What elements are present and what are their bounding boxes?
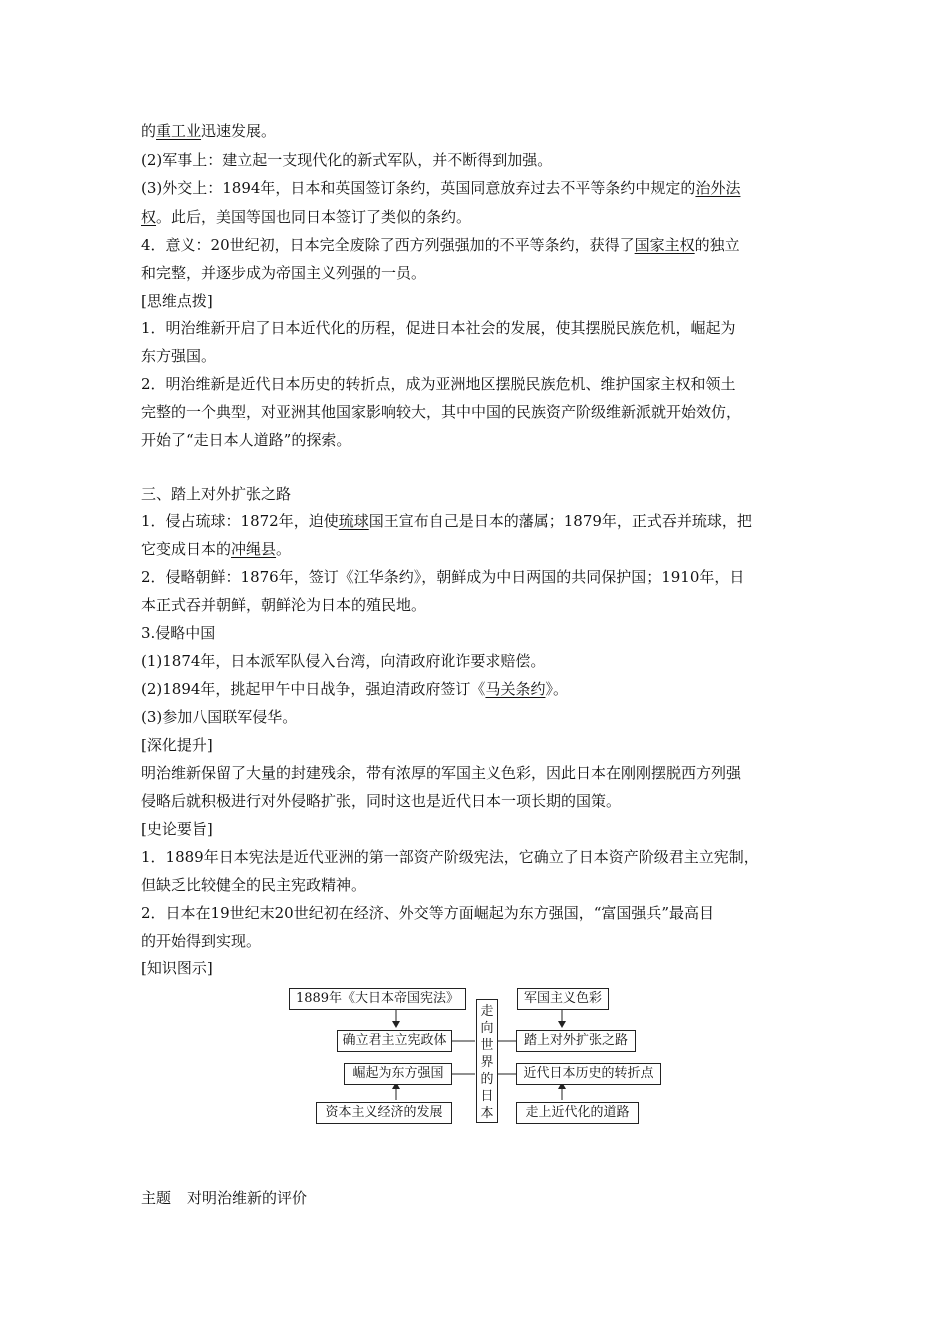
text-line: 2．日本在19世纪末20世纪初在经济、外交等方面崛起为东方强国，“富国强兵”最高目: [141, 904, 715, 922]
text-line: 本正式吞并朝鲜，朝鲜沦为日本的殖民地。: [141, 596, 427, 614]
key-term: 治外法: [695, 179, 741, 197]
text-line: (1)1874年，日本派军队侵入台湾，向清政府讹诈要求赔偿。: [141, 652, 546, 670]
text-line: 和完整，并逐步成为帝国主义列强的一员。: [141, 264, 427, 282]
key-term: 国家主权: [634, 236, 695, 254]
text-line: 东方强国。: [141, 347, 217, 365]
diagram-box-constitutional-monarchy: 确立君主立宪政体: [337, 1030, 452, 1052]
topic-heading: 主题 对明治维新的评价: [141, 1189, 308, 1207]
key-term: 马关条约: [485, 680, 546, 698]
key-term: 琉球: [338, 512, 369, 530]
text-line: (2)1894年，挑起甲午中日战争，强迫清政府签订《马关条约》。: [141, 680, 568, 698]
section-label: [史论要旨]: [141, 820, 213, 838]
text-line: (3)外交上：1894年，日本和英国签订条约，英国同意放弃过去不平等条约中规定的治外法: [141, 179, 741, 197]
text-line: 它变成日本的冲绳县。: [141, 540, 292, 558]
diagram-center-box: 走 向 世 界 的 日 本: [476, 999, 498, 1123]
text-line: 2．明治维新是近代日本历史的转折点，成为亚洲地区摆脱民族危机、维护国家主权和领土: [141, 375, 736, 393]
key-term: 权: [141, 208, 157, 226]
text-line: 但缺乏比较健全的民主宪政精神。: [141, 876, 367, 894]
text-line: 4．意义：20世纪初，日本完全废除了西方列强强加的不平等条约，获得了国家主权的独立: [141, 236, 740, 254]
knowledge-diagram: [287, 985, 665, 1125]
diagram-box-militarism: 军国主义色彩: [517, 988, 609, 1010]
text-line: 权。此后，美国等国也同日本签订了类似的条约。: [141, 208, 472, 226]
text-line: 的开始得到实现。: [141, 932, 262, 950]
diagram-box-eastern-power: 崛起为东方强国: [344, 1063, 452, 1085]
diagram-box-modernization: 走上近代化的道路: [516, 1102, 639, 1124]
text-line: 1．1889年日本宪法是近代亚洲的第一部资产阶级宪法，它确立了日本资产阶级君主立宪制，: [141, 848, 759, 866]
text-line: 侵略后就积极进行对外侵略扩张，同时这也是近代日本一项长期的国策。: [141, 792, 622, 810]
text-line: 开始了“走日本人道路”的探索。: [141, 431, 352, 449]
diagram-box-turning-point: 近代日本历史的转折点: [516, 1063, 661, 1085]
diagram-box-expansion: 踏上对外扩张之路: [516, 1030, 636, 1052]
section-label: [深化提升]: [141, 736, 213, 754]
diagram-box-capitalist-economy: 资本主义经济的发展: [316, 1102, 452, 1124]
text-line: (2)军事上：建立起一支现代化的新式军队，并不断得到加强。: [141, 151, 553, 169]
key-term: 冲绳县: [231, 540, 277, 558]
text-line: 2．侵略朝鲜：1876年，签订《江华条约》，朝鲜成为中日两国的共同保护国；1910年，日: [141, 568, 745, 586]
section-label: [思维点拨]: [141, 292, 213, 310]
text-line: (3)参加八国联军侵华。: [141, 708, 298, 726]
text-line: 完整的一个典型，对亚洲其他国家影响较大，其中中国的民族资产阶级维新派就开始效仿，: [141, 403, 742, 421]
text-line: 3.侵略中国: [141, 624, 216, 642]
text-line: 1．侵占琉球：1872年，迫使琉球国王宣布自己是日本的藩属；1879年，正式吞并琉球，把: [141, 512, 752, 530]
section-label: [知识图示]: [141, 959, 213, 977]
text-line: 明治维新保留了大量的封建残余，带有浓厚的军国主义色彩，因此日本在刚刚摆脱西方列强: [141, 764, 742, 782]
key-term: 重工业: [156, 122, 202, 140]
diagram-box-constitution: 1889年《大日本帝国宪法》: [289, 988, 466, 1010]
text-line: 的重工业迅速发展。: [141, 122, 277, 140]
text-line: 1．明治维新开启了日本近代化的历程，促进日本社会的发展，使其摆脱民族危机，崛起为: [141, 319, 736, 337]
section-heading: 三、踏上对外扩张之路: [141, 485, 292, 503]
